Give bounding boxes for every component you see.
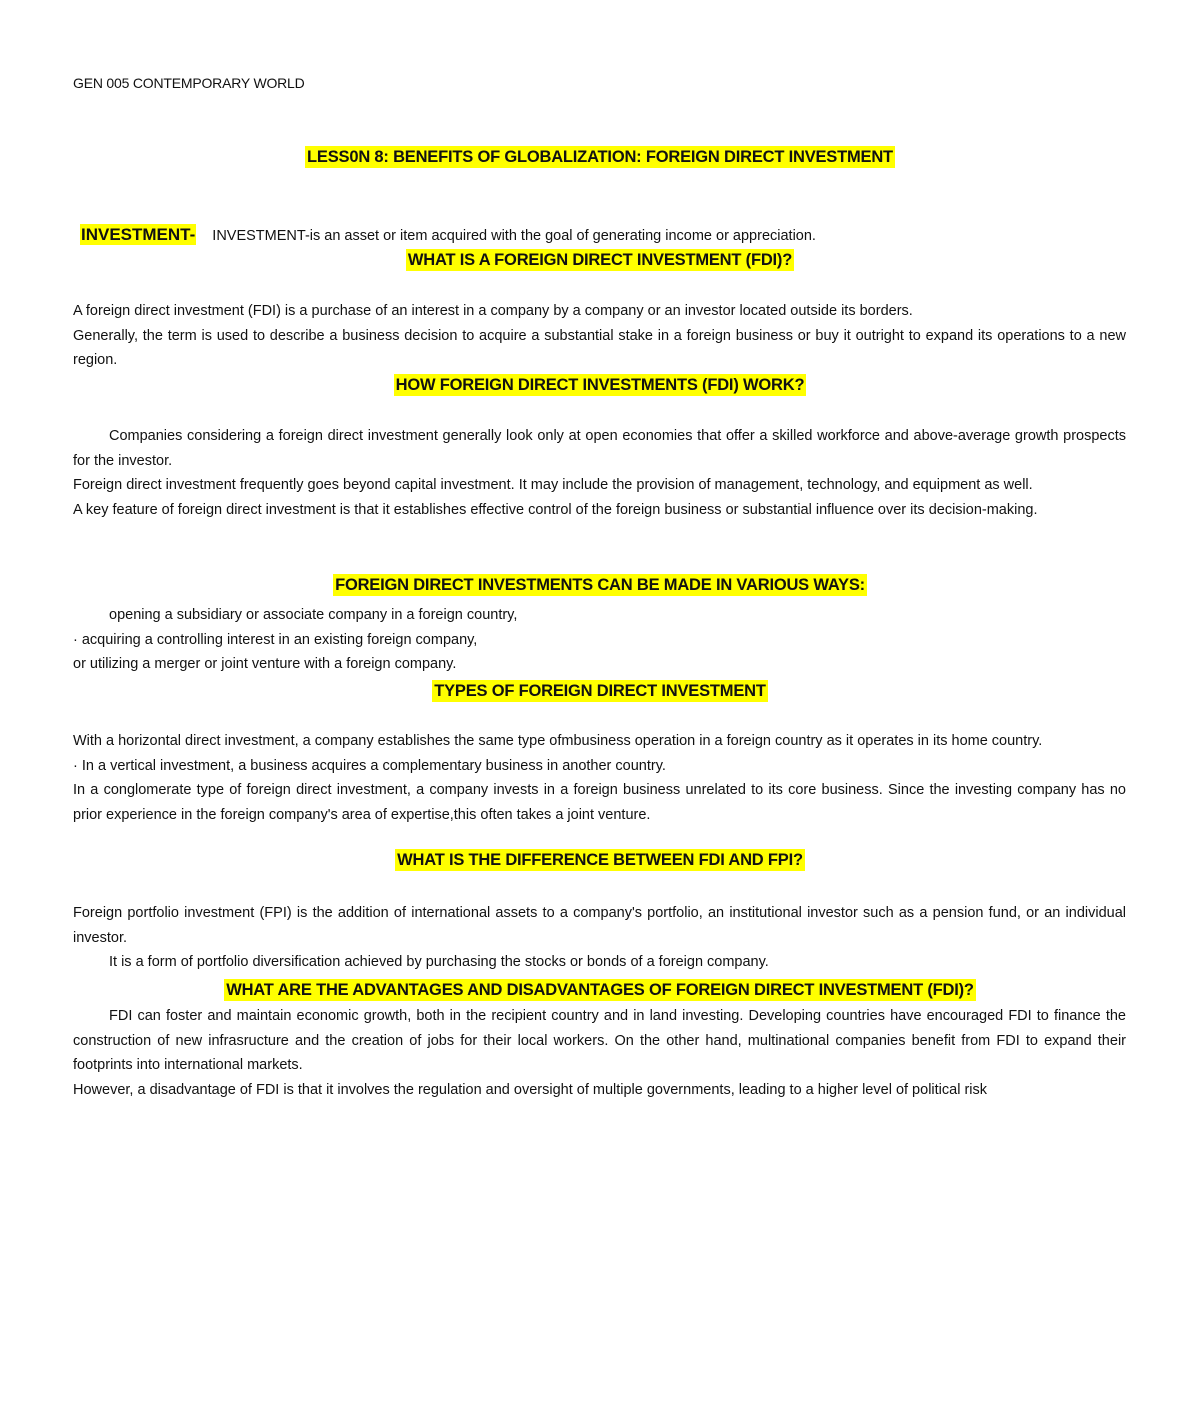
section-title-advantages bbox=[0, 981, 1200, 1000]
paragraph: With a horizontal direct investment, a company establishes the same type ofmbusiness operation in a foreign country as it operates in its home country. bbox=[73, 733, 1043, 749]
section-title-difference bbox=[0, 851, 1200, 870]
list-item: · acquiring a controlling interest in an existing foreign company, bbox=[73, 631, 478, 648]
section-body-types bbox=[73, 729, 1126, 827]
list-item: or utilizing a merger or joint venture with a foreign company. bbox=[73, 656, 457, 673]
investment-definition: INVESTMENT-is an asset or item acquired with the goal of generating income or appreciation. bbox=[212, 228, 816, 244]
paragraph: Generally, the term is used to describe a business decision to acquire a substantial stake in a foreign business or buy it outright to expand its operations to a new region. bbox=[73, 327, 1126, 369]
section-title-text: WHAT ARE THE ADVANTAGES AND DISADVANTAGES OF FOREIGN DIRECT INVESTMENT (FDI)? bbox=[226, 981, 974, 999]
section-title-types bbox=[0, 682, 1200, 701]
paragraph: It is a form of portfolio diversification achieved by purchasing the stocks or bonds of a foreign company. bbox=[109, 954, 769, 971]
paragraph: A key feature of foreign direct investment is that it establishes effective control of the foreign business or substantial influence over its decision-making. bbox=[73, 501, 1038, 518]
lesson-title-text: LESS0N 8: BENEFITS OF GLOBALIZATION: FOREIGN DIRECT INVESTMENT bbox=[307, 148, 893, 166]
paragraph: Foreign portfolio investment (FPI) is the addition of international assets to a company's portfolio, an institutional investor such as a pension fund, or an individual investor. bbox=[73, 905, 1126, 946]
section-body-various-ways bbox=[73, 603, 1126, 677]
paragraph: A foreign direct investment (FDI) is a purchase of an interest in a company by a company or an investor located outside its borders. bbox=[73, 303, 913, 319]
section-title-what-is-fdi bbox=[0, 251, 1200, 270]
paragraph: In a conglomerate type of foreign direct investment, a company invests in a foreign business unrelated to its core business. Since the investing company has no prior experience in the foreign company's area of expertise,this often takes a joint venture. bbox=[73, 782, 1126, 823]
section-title-text: WHAT IS A FOREIGN DIRECT INVESTMENT (FDI)? bbox=[407, 251, 793, 269]
section-title-how-fdi-works bbox=[0, 376, 1200, 395]
investment-term: INVESTMENT- bbox=[81, 225, 196, 244]
section-title-text: FOREIGN DIRECT INVESTMENTS CAN BE MADE IN VARIOUS WAYS: bbox=[335, 576, 865, 594]
section-body-advantages bbox=[73, 1004, 1126, 1102]
section-body-difference bbox=[73, 901, 1126, 975]
paragraph: Foreign direct investment frequently goes beyond capital investment. It may include the provision of management, technology, and equipment as well. bbox=[73, 477, 1033, 494]
paragraph: FDI can foster and maintain economic growth, both in the recipient country and in land investing. Developing countries have encouraged FDI to finance the construction of new infrasructure and the creation of jobs for their local workers. On the other hand, multinational companies benefit from FDI to expand their footprints into international markets. bbox=[73, 1008, 1126, 1074]
section-body-how-fdi-works bbox=[73, 424, 1126, 522]
list-item: opening a subsidiary or associate company in a foreign country, bbox=[109, 607, 518, 623]
investment-definition-line bbox=[80, 225, 816, 245]
section-title-text: HOW FOREIGN DIRECT INVESTMENTS (FDI) WORK? bbox=[395, 376, 805, 394]
section-title-text: WHAT IS THE DIFFERENCE BETWEEN FDI AND FPI? bbox=[397, 851, 803, 869]
paragraph: However, a disadvantage of FDI is that it involves the regulation and oversight of multiple governments, leading to a higher level of political risk bbox=[73, 1081, 987, 1098]
paragraph: · In a vertical investment, a business acquires a complementary business in another country. bbox=[73, 757, 666, 774]
section-title-various-ways bbox=[0, 576, 1200, 595]
lesson-title bbox=[0, 148, 1200, 167]
course-header: GEN 005 CONTEMPORARY WORLD bbox=[73, 75, 305, 91]
section-body-what-is-fdi bbox=[73, 299, 1126, 373]
section-title-text: TYPES OF FOREIGN DIRECT INVESTMENT bbox=[434, 682, 766, 700]
paragraph: Companies considering a foreign direct investment generally look only at open economies that offer a skilled workforce and above-average growth prospects for the investor. bbox=[73, 428, 1126, 469]
